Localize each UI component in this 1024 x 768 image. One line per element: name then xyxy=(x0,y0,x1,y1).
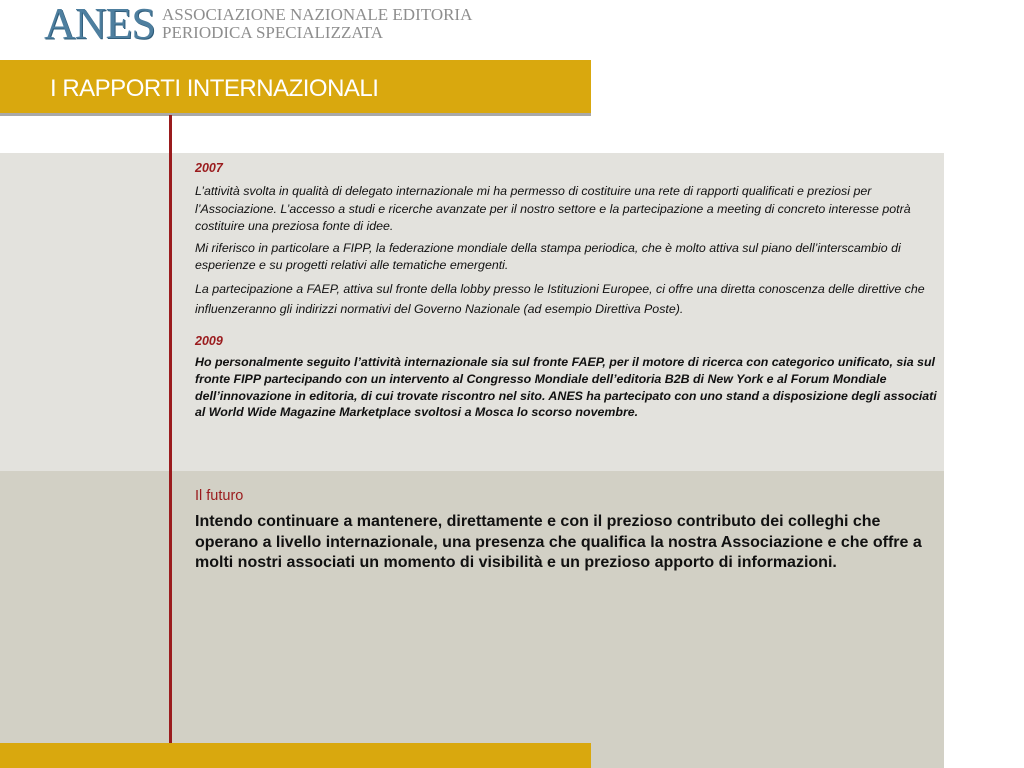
logo-text xyxy=(162,6,472,42)
year-2007-heading: 2007 xyxy=(195,161,223,175)
logo-line-2: PERIODICA SPECIALIZZATA xyxy=(162,23,384,42)
paragraph-2007-1: L’attività svolta in qualità di delegato internazionale mi ha permesso di costituire una rete di rapporti qualificati e preziosi per l’Associazione. L’accesso a studi e ricerche avanzate per il nostro settore e la partecipazione a meeting di concreto interesse potrà costituire una preziosa fonte di idee. xyxy=(195,184,911,233)
history-content xyxy=(195,160,940,421)
future-paragraph: Intendo continuare a mantenere, direttamente e con il prezioso contributo dei colleghi che operano a livello internazionale, una presenza che qualifica la nostra Associazione e che offre a molti nostri associati un momento di visibilità e un prezioso apporto di informazioni. xyxy=(195,513,922,571)
paragraph-2009: Ho personalmente seguito l’attività internazionale sia sul fronte FAEP, per il motore di ricerca con categorico unificato, sia sul fronte FIPP partecipando con un intervento al Congresso Mondiale dell’editoria B2B di New York e al Forum Mondiale dell’innovazione in editoria, di cui trovate riscontro nel sito. ANES ha partecipato con uno stand a disposizione degli associati al World Wide Magazine Marketplace svoltosi a Mosca lo scorso novembre. xyxy=(195,355,937,420)
page-title: I RAPPORTI INTERNAZIONALI xyxy=(50,75,379,102)
bottom-bar xyxy=(0,743,591,768)
paragraph-2007-2: Mi riferisco in particolare a FIPP, la federazione mondiale della stampa periodica, che è molto attiva sul piano dell’interscambio di esperienze e su progetti relativi alle tematiche emergenti. xyxy=(195,241,901,273)
vertical-divider xyxy=(169,115,172,743)
paragraph-2007-3: La partecipazione a FAEP, attiva sul fronte della lobby presso le Istituzioni Europee, ci offre una diretta conoscenza delle direttive che influenzeranno gli indirizzi normativi del Governo Nazionale (ad esempio Direttiva Poste). xyxy=(195,281,925,316)
logo-line-1: ASSOCIAZIONE NAZIONALE EDITORIA xyxy=(162,5,473,24)
year-2009-heading: 2009 xyxy=(195,333,223,348)
future-content xyxy=(195,488,935,574)
title-bar xyxy=(0,60,591,113)
logo-mark: ANES xyxy=(44,0,155,48)
future-heading: Il futuro xyxy=(195,488,244,504)
